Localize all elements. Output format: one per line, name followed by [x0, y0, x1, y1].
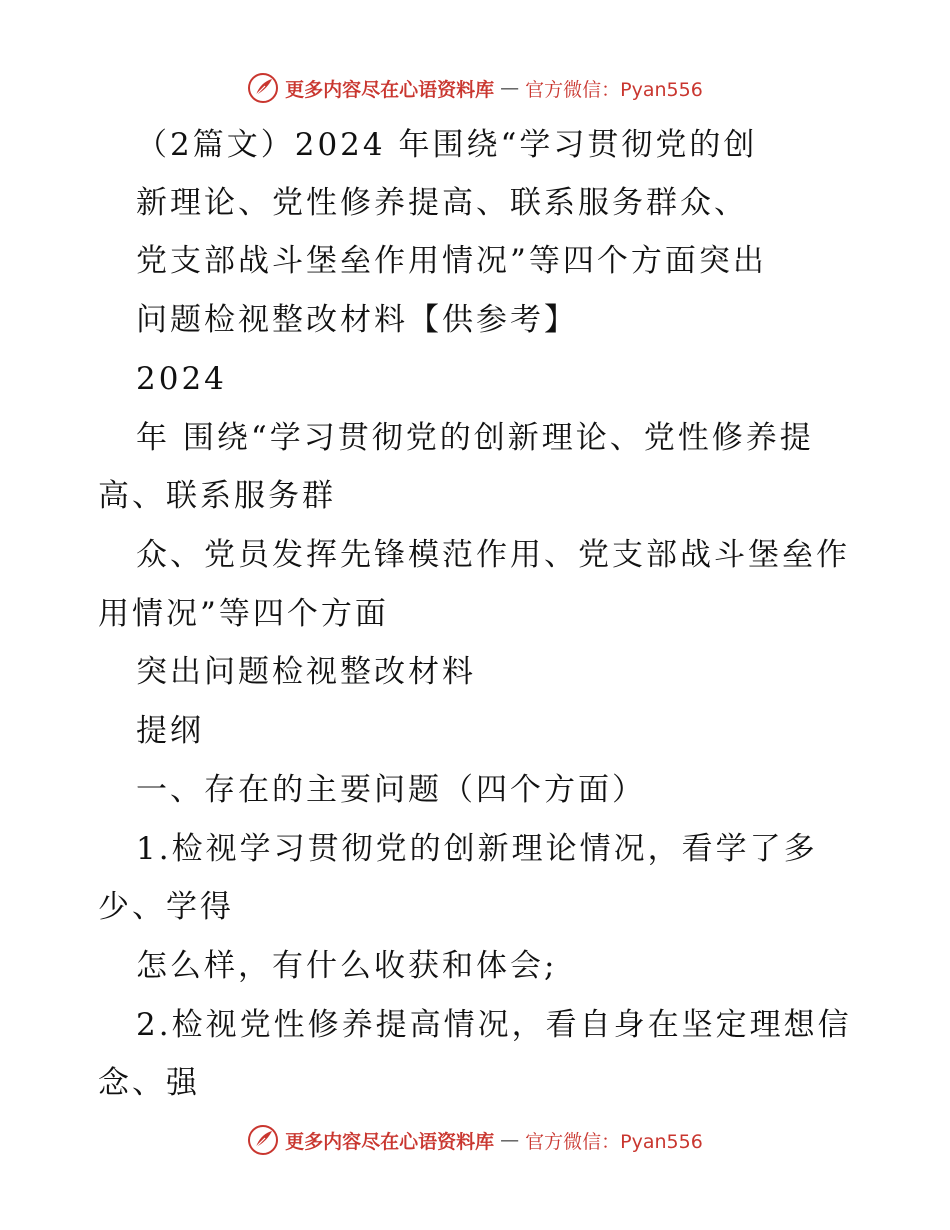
- watermark-footer: [0, 1124, 950, 1156]
- document-title-line: （2篇文）2024 年围绕“学习贯彻党的创: [136, 127, 758, 163]
- paragraph-line: 突出问题检视整改材料: [136, 654, 476, 690]
- watermark-separator: —: [500, 1129, 520, 1151]
- section-heading: 提纲: [136, 713, 204, 749]
- paragraph-line: 年 围绕“学习贯彻党的创新理论、党性修养提: [136, 420, 814, 456]
- watermark-separator: —: [500, 77, 520, 99]
- watermark-main-text: 更多内容尽在心语资料库: [285, 78, 495, 101]
- document-title-line: 问题检视整改材料【供参考】: [136, 302, 578, 338]
- watermark-header: [0, 72, 950, 104]
- watermark-contact-text: 官方微信：Pyan556: [525, 78, 703, 101]
- list-item-line: 少、学得: [98, 889, 234, 925]
- feather-pen-logo-icon: [247, 1124, 279, 1156]
- section-heading: 一、存在的主要问题（四个方面）: [136, 772, 646, 808]
- feather-pen-logo-icon: [247, 72, 279, 104]
- list-item-line: 2.检视党性修养提高情况，看自身在坚定理想信: [136, 1007, 852, 1043]
- paragraph-line: 2024: [136, 361, 227, 397]
- watermark-contact-text: 官方微信：Pyan556: [525, 1130, 703, 1153]
- document-title-line: 党支部战斗堡垒作用情况”等四个方面突出: [136, 243, 767, 279]
- document-title-line: 新理论、党性修养提高、联系服务群众、: [136, 185, 748, 221]
- paragraph-line: 高、联系服务群: [98, 478, 336, 514]
- watermark-main-text: 更多内容尽在心语资料库: [285, 1130, 495, 1153]
- list-item-line: 念、强: [98, 1065, 200, 1101]
- list-item-line: 怎么样，有什么收获和体会;: [136, 948, 558, 984]
- paragraph-line: 众、党员发挥先锋模范作用、党支部战斗堡垒作: [136, 537, 850, 573]
- paragraph-line: 用情况”等四个方面: [98, 596, 389, 632]
- list-item-line: 1.检视学习贯彻党的创新理论情况，看学了多: [136, 831, 818, 867]
